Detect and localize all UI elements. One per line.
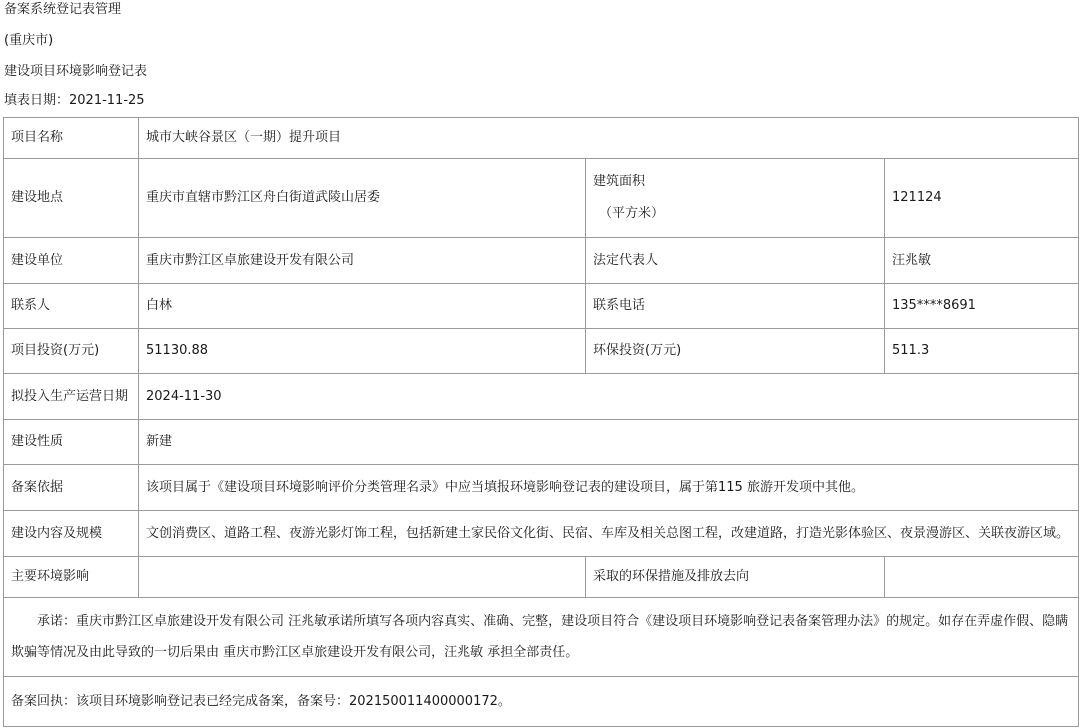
row-receipt [4, 677, 1079, 727]
unit-label: 建设单位 [4, 238, 139, 284]
row-operation-date [4, 374, 1079, 420]
row-scope [4, 511, 1079, 557]
scope-label: 建设内容及规模 [4, 511, 139, 557]
basis-label: 备案依据 [4, 465, 139, 511]
area-label: 建筑面积 [593, 174, 646, 189]
row-promise [4, 598, 1079, 677]
location-label: 建设地点 [4, 159, 139, 238]
row-project-name [4, 118, 1079, 159]
row-contact [4, 284, 1079, 329]
nature-label: 建设性质 [4, 420, 139, 465]
contact-label: 联系人 [4, 284, 139, 329]
row-basis [4, 465, 1079, 511]
registration-table [3, 117, 1079, 727]
row-nature [4, 420, 1079, 465]
promise-cell [4, 598, 1079, 677]
legal-rep-label: 法定代表人 [586, 238, 885, 284]
env-investment-value: 511.3 [885, 329, 1079, 374]
investment-value: 51130.88 [139, 329, 586, 374]
fill-date [4, 92, 145, 110]
measures-label: 采取的环保措施及排放去向 [586, 557, 885, 598]
row-location [4, 159, 1079, 238]
unit-value: 重庆市黔江区卓旅建设开发有限公司 [139, 238, 586, 284]
nature-value: 新建 [139, 420, 1079, 465]
measures-value [885, 557, 1079, 598]
project-name-label: 项目名称 [4, 118, 139, 159]
investment-label: 项目投资(万元) [4, 329, 139, 374]
row-investment [4, 329, 1079, 374]
impact-value [139, 557, 586, 598]
fill-date-value: 2021-11-25 [69, 93, 145, 108]
row-impact [4, 557, 1079, 598]
area-label-cell [586, 159, 885, 238]
area-unit: （平方米） [599, 206, 665, 221]
phone-label: 联系电话 [586, 284, 885, 329]
region-label: (重庆市) [4, 33, 54, 48]
area-value: 121124 [885, 159, 1079, 238]
system-title: 备案系统登记表管理 [4, 2, 122, 17]
impact-label: 主要环境影响 [4, 557, 139, 598]
operation-date-label: 拟投入生产运营日期 [4, 374, 139, 420]
fill-date-label: 填表日期： [4, 93, 70, 108]
scope-value: 文创消费区、道路工程、夜游光影灯饰工程，包括新建土家民俗文化街、民宿、车库及相关总图工程，改建道路，打造光影体验区、夜景漫游区、关联夜游区域。 [139, 511, 1079, 557]
basis-value: 该项目属于《建设项目环境影响评价分类管理名录》中应当填报环境影响登记表的建设项目，属于第115 旅游开发项中其他。 [139, 465, 1079, 511]
promise-text: 承诺：重庆市黔江区卓旅建设开发有限公司 汪兆敏承诺所填写各项内容真实、准确、完整，建设项目符合《建设项目环境影响登记表备案管理办法》的规定。如存在弄虚作假、隐瞒欺骗等情况及由此导致的一切后果由 重庆市黔江区卓旅建设开发有限公司，汪兆敏 承担全部责任。 [11, 614, 1069, 660]
form-title: 建设项目环境影响登记表 [4, 64, 148, 79]
legal-rep-value: 汪兆敏 [885, 238, 1079, 284]
env-investment-label: 环保投资(万元) [586, 329, 885, 374]
location-value: 重庆市直辖市黔江区舟白街道武陵山居委 [139, 159, 586, 238]
row-unit [4, 238, 1079, 284]
project-name-value: 城市大峡谷景区（一期）提升项目 [139, 118, 1079, 159]
operation-date-value: 2024-11-30 [139, 374, 1079, 420]
receipt-text: 备案回执：该项目环境影响登记表已经完成备案，备案号：202150011400000172。 [4, 677, 1079, 727]
contact-value: 白林 [139, 284, 586, 329]
phone-value: 135****8691 [885, 284, 1079, 329]
